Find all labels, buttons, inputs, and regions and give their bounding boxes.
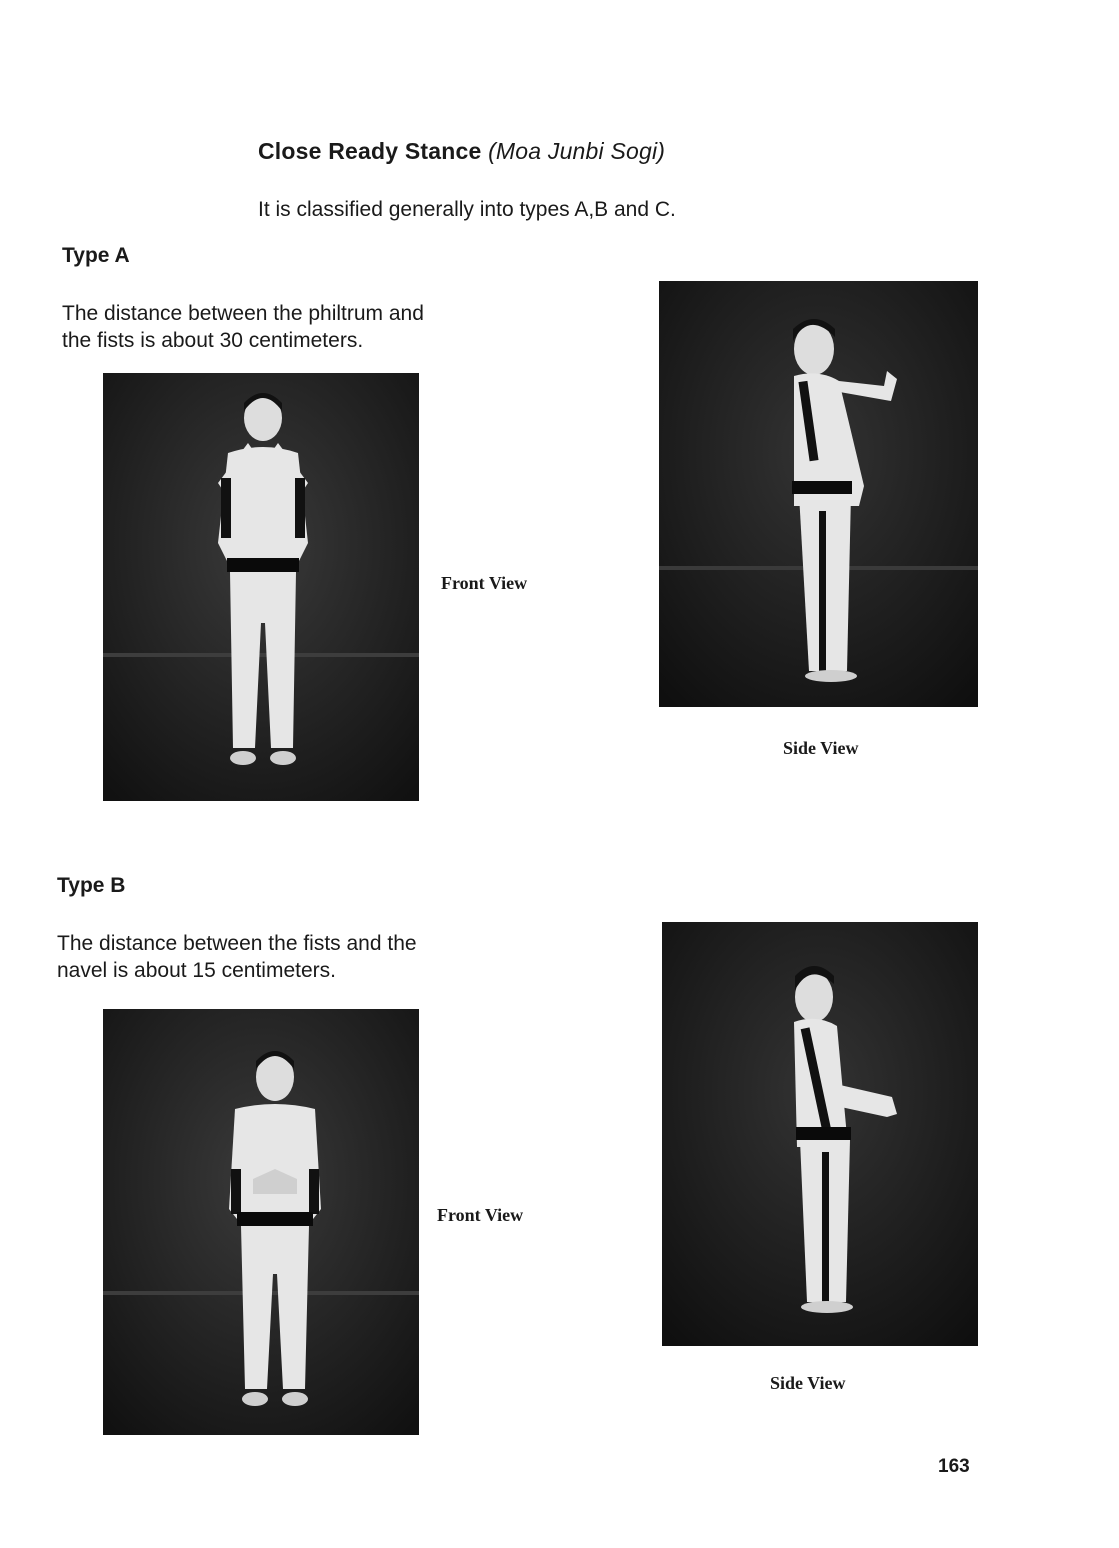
intro-text: It is classified generally into types A,B and C. <box>258 198 676 221</box>
description-line: The distance between the philtrum and <box>62 302 424 325</box>
title-main: Close Ready Stance <box>258 138 482 164</box>
title-subtitle: (Moa Junbi Sogi) <box>488 138 666 164</box>
type-a-heading: Type A <box>62 244 130 267</box>
type-a-side-caption: Side View <box>783 738 859 758</box>
type-b-front-caption: Front View <box>437 1205 524 1225</box>
type-a-front-caption: Front View <box>441 573 528 593</box>
type-b-front-photo <box>103 1009 419 1435</box>
type-b-side-photo <box>662 922 978 1346</box>
page-title <box>258 138 665 165</box>
type-a-front-photo <box>103 373 419 801</box>
page-number: 163 <box>938 1456 970 1477</box>
type-a-description <box>62 300 542 354</box>
type-a-side-photo <box>659 281 978 707</box>
type-b-description <box>57 930 537 984</box>
type-b-side-caption: Side View <box>770 1373 846 1393</box>
type-b-heading: Type B <box>57 874 126 897</box>
description-line: The distance between the fists and the <box>57 932 417 955</box>
description-line: navel is about 15 centimeters. <box>57 959 336 982</box>
description-line: the fists is about 30 centimeters. <box>62 329 364 352</box>
